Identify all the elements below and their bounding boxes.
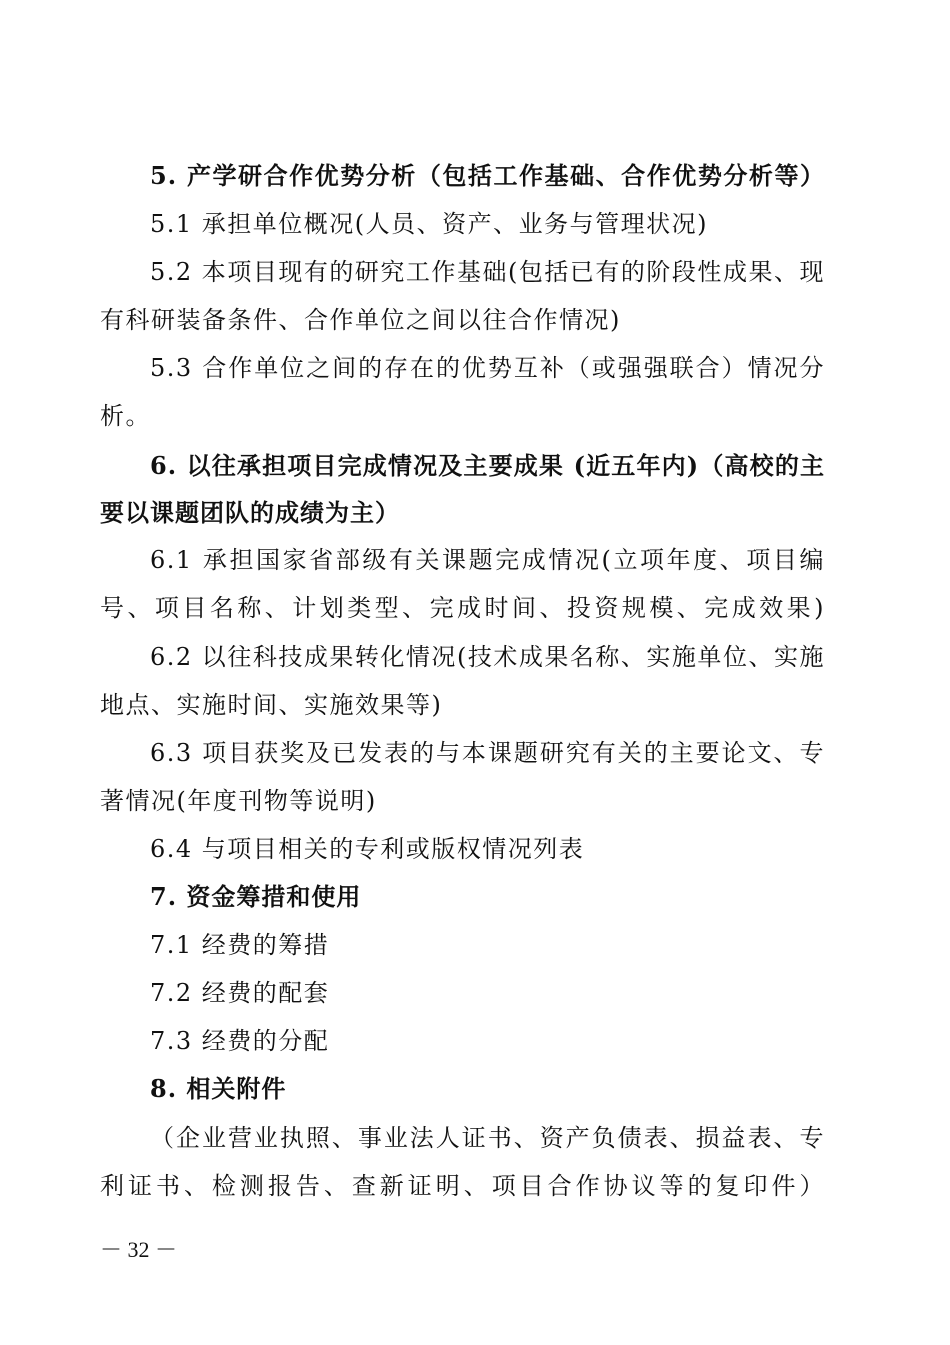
attachments-line-1: （企业营业执照、事业法人证书、资产负债表、损益表、专 (150, 1124, 825, 1152)
item-6-3-line-1: 6.3 项目获奖及已发表的与本课题研究有关的主要论文、专 (150, 739, 825, 767)
item-6-2-line-1: 6.2 以往科技成果转化情况(技术成果名称、实施单位、实施 (150, 643, 825, 671)
attachments-line-2: 利证书、检测报告、查新证明、项目合作协议等的复印件） (100, 1172, 825, 1200)
item-7-3: 7.3 经费的分配 (150, 1027, 330, 1055)
item-5-2-line-2: 有科研装备条件、合作单位之间以往合作情况) (100, 306, 621, 334)
page-number: － 32 － (100, 1237, 178, 1262)
item-5-3-line-2: 析。 (100, 402, 151, 430)
item-5-3-line-1: 5.3 合作单位之间的存在的优势互补（或强强联合）情况分 (150, 354, 825, 382)
item-7-2: 7.2 经费的配套 (150, 979, 330, 1007)
item-6-2-line-2: 地点、实施时间、实施效果等) (100, 691, 443, 719)
item-5-1: 5.1 承担单位概况(人员、资产、业务与管理状况) (150, 210, 709, 238)
item-6-1-line-1: 6.1 承担国家省部级有关课题完成情况(立项年度、项目编 (150, 546, 825, 574)
item-5-2-line-1: 5.2 本项目现有的研究工作基础(包括已有的阶段性成果、现 (150, 258, 825, 286)
item-6-4: 6.4 与项目相关的专利或版权情况列表 (150, 835, 585, 863)
section-6-heading-line-1: 6. 以往承担项目完成情况及主要成果 (近五年内)（高校的主 (150, 451, 825, 480)
section-6-heading-line-2: 要以课题团队的成绩为主） (100, 498, 400, 527)
section-7-heading: 7. 资金筹措和使用 (150, 882, 362, 911)
section-8-heading: 8. 相关附件 (150, 1074, 287, 1103)
section-5-heading: 5. 产学研合作优势分析（包括工作基础、合作优势分析等） (150, 161, 825, 190)
item-6-1-line-2: 号、项目名称、计划类型、完成时间、投资规模、完成效果) (100, 594, 825, 622)
item-7-1: 7.1 经费的筹措 (150, 931, 330, 959)
item-6-3-line-2: 著情况(年度刊物等说明) (100, 787, 377, 815)
